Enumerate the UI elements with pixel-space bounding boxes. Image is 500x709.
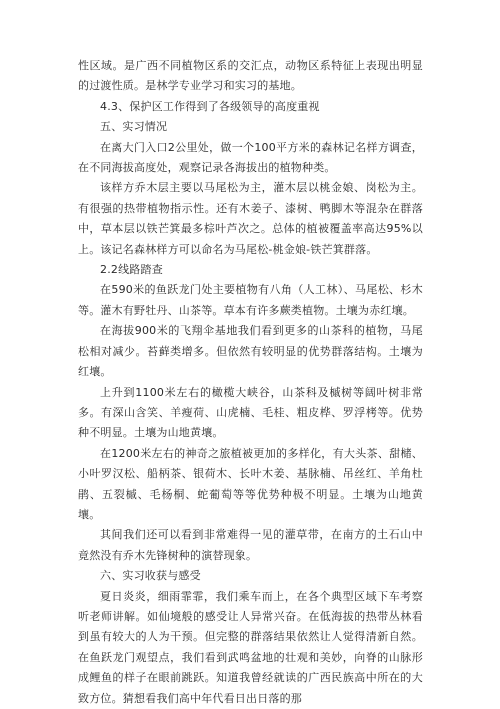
body-paragraph: 上升到1100米左右的橄榄大峡谷，山茶科及槭树等阔叶树非常多。有深山含笑、羊瘦荷、山虎楠、毛桂、粗皮桦、罗浮栲等。优势种不明显。土壤为山地黄壤。 [78, 385, 423, 440]
body-paragraph: 其间我们还可以看到非常难得一见的灌草带，在南方的土石山中竟然没有乔木先锋树种的演替现象。 [78, 528, 423, 562]
body-paragraph: 该样方乔木层主要以马尾松为主，灌木层以桃金娘、岗松为主。有很强的热带植物指示性。还有木姜子、漆树、鸭脚木等混杂在群落中，草本层以铁芒箕最多棕叶芦次之。总体的植被覆盖率高达95%以上。该记名森林样方可以命名为马尾松-桃金娘-铁芒箕群落。 [78, 181, 423, 256]
intro-paragraph: 性区域。是广西不同植物区系的交汇点，动物区系特征上表现出明显的过渡性质。是林学专业学习和实习的基地。 [78, 59, 423, 93]
body-paragraph: 在海拔900米的飞翔伞基地我们看到更多的山茶科的植物，马尾松相对减少。苔藓类增多。但依然有较明显的优势群落结构。土壤为红壤。 [78, 324, 423, 379]
section-heading-5: 五、实习情况 [100, 120, 168, 134]
section-heading-6: 六、实习收获与感受 [100, 569, 201, 583]
body-paragraph: 在590米的鱼跃龙门处主要植物有八角（人工林）、马尾松、杉木等。灌木有野牡丹、山茶等。草本有许多蕨类植物。土壤为赤红壤。 [78, 283, 423, 317]
section-heading-2-2: 2.2线路踏查 [100, 263, 163, 277]
body-paragraph: 夏日炎炎，细雨霏霏，我们乘车而上，在各个典型区域下车考察听老师讲解。如仙境般的感受让人异常兴奋。在低海拔的热带丛林看到虽有较大的人为干预。但完整的群落结果依然让人觉得清新自然。在鱼跃龙门观望点，我们看到武鸣盆地的壮观和美妙，向脊的山脉形成鲤鱼的样子在眼前跳跃。知道我曾经就读的广西民族高中所在的大致方位。猜想看我们高中年代看日出日落的那 [78, 589, 423, 705]
document-body [78, 56, 423, 709]
body-paragraph: 在1200米左右的神奇之旅植被更加的多样化，有大头茶、甜槠、小叶罗汉松、船柄茶、银荷木、长叶木姜、基脉楠、吊丝红、羊角杜鹃、五裂槭、毛杨桐、蛇葡萄等等优势种极不明显。土壤为山地黄壤。 [78, 446, 423, 521]
body-paragraph: 在离大门入口2公里处，做一个100平方米的森林记名样方调查，在不同海拔高度处，观察记录各海拔出的植物种类。 [78, 140, 423, 175]
section-heading-4-3: 4.3、保护区工作得到了各级领导的高度重视 [100, 99, 320, 113]
